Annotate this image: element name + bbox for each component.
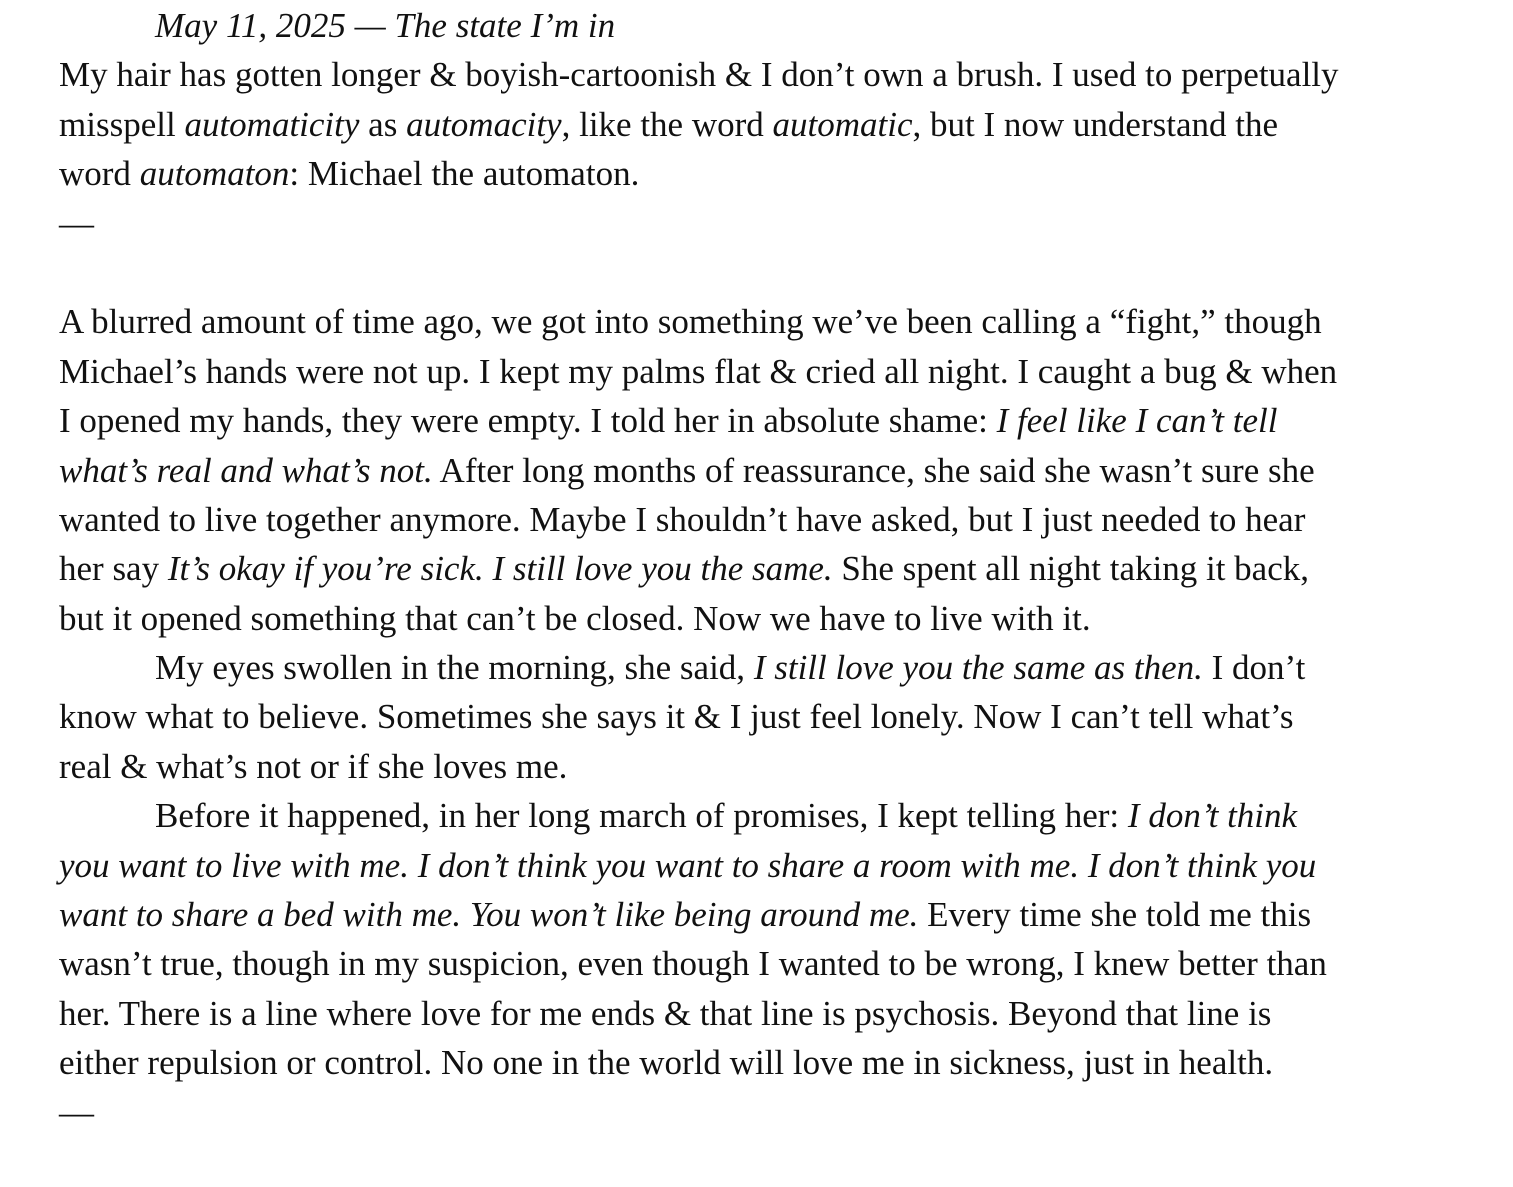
- blank-line: [59, 248, 1459, 297]
- italic-run: automatic: [772, 104, 913, 144]
- italic-run: It’s okay if you’re sick. I still love you the same.: [167, 549, 833, 589]
- text-run: Michael’s hands were not up. I kept my palms flat & cried all night. I caught a bug & when: [59, 351, 1338, 391]
- paragraph-line: [59, 742, 1459, 791]
- paragraph-line: [59, 989, 1459, 1038]
- paragraph-line: [59, 692, 1459, 741]
- text-run: her. There is a line where love for me ends & that line is psychosis. Beyond that line is: [59, 993, 1272, 1033]
- text-run: I opened my hands, they were empty. I told her in absolute shame:: [59, 401, 997, 441]
- paragraph-line: [59, 643, 1459, 692]
- italic-run: automacity: [406, 104, 562, 144]
- paragraph-line: [59, 890, 1459, 939]
- paragraph-line: [59, 149, 1459, 198]
- italic-run: I don’t think: [1127, 796, 1298, 836]
- text-run: I don’t: [1202, 648, 1306, 688]
- paragraph-line: [59, 791, 1459, 840]
- text-run: My hair has gotten longer & boyish-cartoonish & I don’t own a brush. I used to perpetually: [59, 55, 1339, 95]
- entry-heading: [59, 1, 1459, 50]
- text-run: as: [359, 104, 407, 144]
- text-run: , like the word: [561, 104, 773, 144]
- separator-dash: —: [59, 203, 94, 243]
- paragraph-4: [59, 791, 1459, 1087]
- section-separator: [59, 1088, 1459, 1137]
- italic-run: you want to live with me. I don’t think you want to share a room with me. I don’t think you: [59, 845, 1317, 885]
- paragraph-line: [59, 544, 1459, 593]
- text-run: word: [59, 154, 140, 194]
- text-run: Every time she told me this: [918, 895, 1312, 935]
- paragraph-3: [59, 643, 1459, 791]
- paragraph-line: [59, 100, 1459, 149]
- paragraph-2: [59, 297, 1459, 643]
- text-run: My eyes swollen in the morning, she said,: [155, 648, 754, 688]
- paragraph-line: [59, 347, 1459, 396]
- paragraph-1: [59, 50, 1459, 198]
- text-run: wanted to live together anymore. Maybe I shouldn’t have asked, but I just needed to hear: [59, 499, 1306, 539]
- text-run: real & what’s not or if she loves me.: [59, 746, 568, 786]
- text-run: , but I now understand the: [912, 104, 1278, 144]
- text-run: either repulsion or control. No one in the world will love me in sickness, just in health.: [59, 1043, 1274, 1083]
- paragraph-line: [59, 297, 1459, 346]
- entry-heading-text: May 11, 2025 — The state I’m in: [155, 6, 616, 45]
- paragraph-line: [59, 50, 1459, 99]
- italic-run: want to share a bed with me. You won’t like being around me.: [59, 895, 919, 935]
- paragraph-line: [59, 446, 1459, 495]
- text-run: She spent all night taking it back,: [832, 549, 1309, 589]
- text-run: wasn’t true, though in my suspicion, even though I wanted to be wrong, I knew better than: [59, 944, 1327, 984]
- section-separator: [59, 199, 1459, 248]
- journal-entry: [59, 0, 1459, 1137]
- text-run: know what to believe. Sometimes she says it & I just feel lonely. Now I can’t tell what’s: [59, 697, 1294, 737]
- paragraph-line: [59, 939, 1459, 988]
- italic-run: what’s real and what’s not.: [59, 450, 433, 490]
- italic-run: automaticity: [184, 104, 360, 144]
- paragraph-line: [59, 495, 1459, 544]
- paragraph-line: [59, 1038, 1459, 1087]
- text-run: her say: [59, 549, 168, 589]
- italic-run: I feel like I can’t tell: [996, 401, 1278, 441]
- paragraph-line: [59, 841, 1459, 890]
- text-run: misspell: [59, 104, 185, 144]
- text-run: After long months of reassurance, she said she wasn’t sure she: [432, 450, 1315, 490]
- italic-run: automaton: [139, 154, 290, 194]
- separator-dash: —: [59, 1092, 94, 1132]
- paragraph-line: [59, 396, 1459, 445]
- text-run: : Michael the automaton.: [289, 154, 640, 194]
- text-run: but it opened something that can’t be closed. Now we have to live with it.: [59, 598, 1091, 638]
- text-run: Before it happened, in her long march of promises, I kept telling her:: [155, 796, 1128, 836]
- text-run: A blurred amount of time ago, we got into something we’ve been calling a “fight,” though: [59, 302, 1322, 342]
- paragraph-line: [59, 594, 1459, 643]
- italic-run: I still love you the same as then.: [753, 648, 1203, 688]
